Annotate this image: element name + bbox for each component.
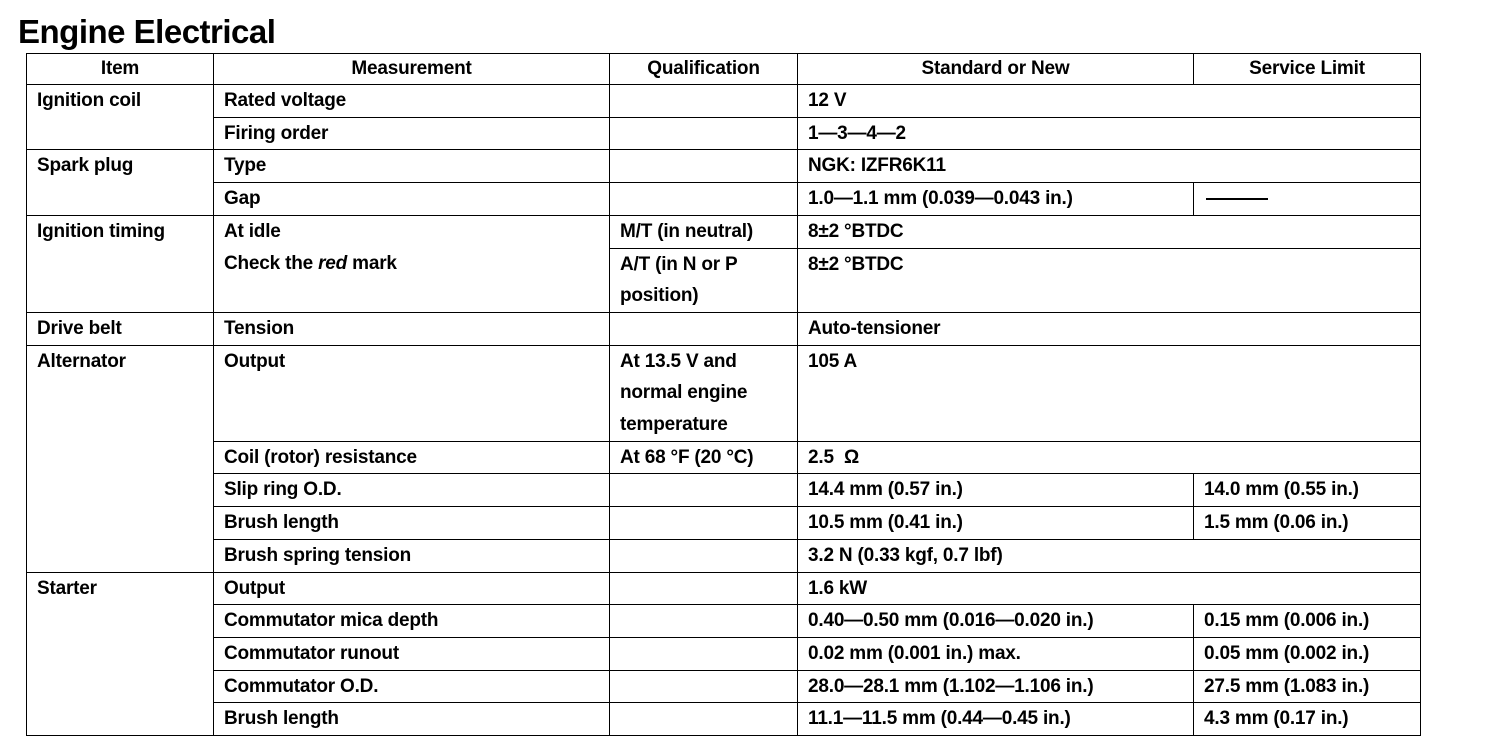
measurement-cell: Brush spring tension: [214, 539, 610, 572]
standard-cell: 14.4 mm (0.57 in.): [798, 474, 1194, 507]
qualification-line: temperature: [620, 414, 728, 436]
qualification-cell: [610, 670, 798, 703]
check-prefix: Check the: [224, 252, 319, 274]
service-limit-cell: 14.0 mm (0.55 in.): [1194, 474, 1421, 507]
qualification-cell: [610, 605, 798, 638]
table-row: [27, 345, 1421, 441]
qualification-cell: M/T (in neutral): [610, 215, 798, 248]
measurement-cell: Slip ring O.D.: [214, 474, 610, 507]
standard-cell: 8±2 °BTDC: [798, 248, 1421, 312]
qualification-line: A/T (in N or P: [620, 253, 738, 275]
measurement-cell: Type: [214, 150, 610, 183]
standard-cell: 28.0—28.1 mm (1.102—1.106 in.): [798, 670, 1194, 703]
table-row: [27, 572, 1421, 605]
page-title: Engine Electrical: [18, 13, 276, 50]
no-limit-dash: [1206, 198, 1268, 200]
standard-cell: 8±2 °BTDC: [798, 215, 1421, 248]
standard-cell: 1.0—1.1 mm (0.039—0.043 in.): [798, 183, 1194, 216]
item-spark-plug: Spark plug: [27, 150, 214, 215]
item-alternator: Alternator: [27, 345, 214, 572]
table-row: [27, 507, 1421, 540]
measurement-cell: Commutator runout: [214, 637, 610, 670]
header-item: Item: [27, 54, 214, 85]
standard-cell: 2.5 Ω: [798, 441, 1421, 474]
qualification-cell: [610, 507, 798, 540]
check-red-word: red: [318, 252, 348, 274]
check-red-mark-label: [224, 248, 609, 280]
standard-cell: 1.6 kW: [798, 572, 1421, 605]
table-row: [27, 637, 1421, 670]
qualification-cell: [610, 85, 798, 118]
table-row: [27, 85, 1421, 118]
item-ignition-timing: Ignition timing: [27, 215, 214, 312]
measurement-cell: Rated voltage: [214, 85, 610, 118]
qualification-line: At 13.5 V and: [620, 350, 737, 372]
table-row: [27, 150, 1421, 183]
table-row: [27, 117, 1421, 150]
measurement-cell: Output: [214, 345, 610, 441]
qualification-cell: [610, 572, 798, 605]
measurement-cell: Coil (rotor) resistance: [214, 441, 610, 474]
standard-cell: Auto-tensioner: [798, 312, 1421, 345]
table-row: [27, 539, 1421, 572]
standard-cell: 0.02 mm (0.001 in.) max.: [798, 637, 1194, 670]
spec-table: [26, 53, 1421, 736]
table-row: [27, 441, 1421, 474]
standard-cell: 12 V: [798, 85, 1421, 118]
qualification-cell: [610, 703, 798, 736]
qualification-cell: [610, 345, 798, 441]
qualification-cell: [610, 312, 798, 345]
standard-cell: NGK: IZFR6K11: [798, 150, 1421, 183]
service-limit-cell: [1194, 183, 1421, 216]
table-row: [27, 703, 1421, 736]
qualification-cell: At 68 °F (20 °C): [610, 441, 798, 474]
header-standard: Standard or New: [798, 54, 1194, 85]
table-row: [27, 670, 1421, 703]
measurement-cell: Firing order: [214, 117, 610, 150]
measurement-cell: Commutator O.D.: [214, 670, 610, 703]
header-row: [27, 54, 1421, 85]
measurement-cell: Commutator mica depth: [214, 605, 610, 638]
qualification-line: normal engine: [620, 382, 748, 404]
measurement-cell: Brush length: [214, 703, 610, 736]
header-service-limit: Service Limit: [1194, 54, 1421, 85]
qualification-cell: [610, 248, 798, 312]
table-row: [27, 605, 1421, 638]
measurement-cell: Brush length: [214, 507, 610, 540]
at-idle-label: At idle: [224, 220, 281, 242]
standard-cell: 3.2 N (0.33 kgf, 0.7 lbf): [798, 539, 1421, 572]
standard-cell: 10.5 mm (0.41 in.): [798, 507, 1194, 540]
item-drive-belt: Drive belt: [27, 312, 214, 345]
service-limit-cell: 0.15 mm (0.006 in.): [1194, 605, 1421, 638]
table-row: [27, 183, 1421, 216]
service-limit-cell: 27.5 mm (1.083 in.): [1194, 670, 1421, 703]
table-row: [27, 474, 1421, 507]
measurement-cell: [214, 215, 610, 312]
standard-cell: 1—3—4—2: [798, 117, 1421, 150]
measurement-cell: Output: [214, 572, 610, 605]
qualification-cell: [610, 117, 798, 150]
table-row: [27, 215, 1421, 248]
header-measurement: Measurement: [214, 54, 610, 85]
qualification-cell: [610, 183, 798, 216]
standard-cell: 11.1—11.5 mm (0.44—0.45 in.): [798, 703, 1194, 736]
qualification-cell: [610, 474, 798, 507]
qualification-cell: [610, 150, 798, 183]
qualification-cell: [610, 539, 798, 572]
qualification-line: position): [620, 285, 699, 307]
header-qualification: Qualification: [610, 54, 798, 85]
standard-cell: 0.40—0.50 mm (0.016—0.020 in.): [798, 605, 1194, 638]
table-row: [27, 312, 1421, 345]
service-limit-cell: 1.5 mm (0.06 in.): [1194, 507, 1421, 540]
measurement-cell: Tension: [214, 312, 610, 345]
measurement-cell: Gap: [214, 183, 610, 216]
service-limit-cell: 4.3 mm (0.17 in.): [1194, 703, 1421, 736]
item-ignition-coil: Ignition coil: [27, 85, 214, 150]
qualification-cell: [610, 637, 798, 670]
standard-cell: 105 A: [798, 345, 1421, 441]
item-starter: Starter: [27, 572, 214, 736]
check-suffix: mark: [347, 252, 397, 274]
service-limit-cell: 0.05 mm (0.002 in.): [1194, 637, 1421, 670]
